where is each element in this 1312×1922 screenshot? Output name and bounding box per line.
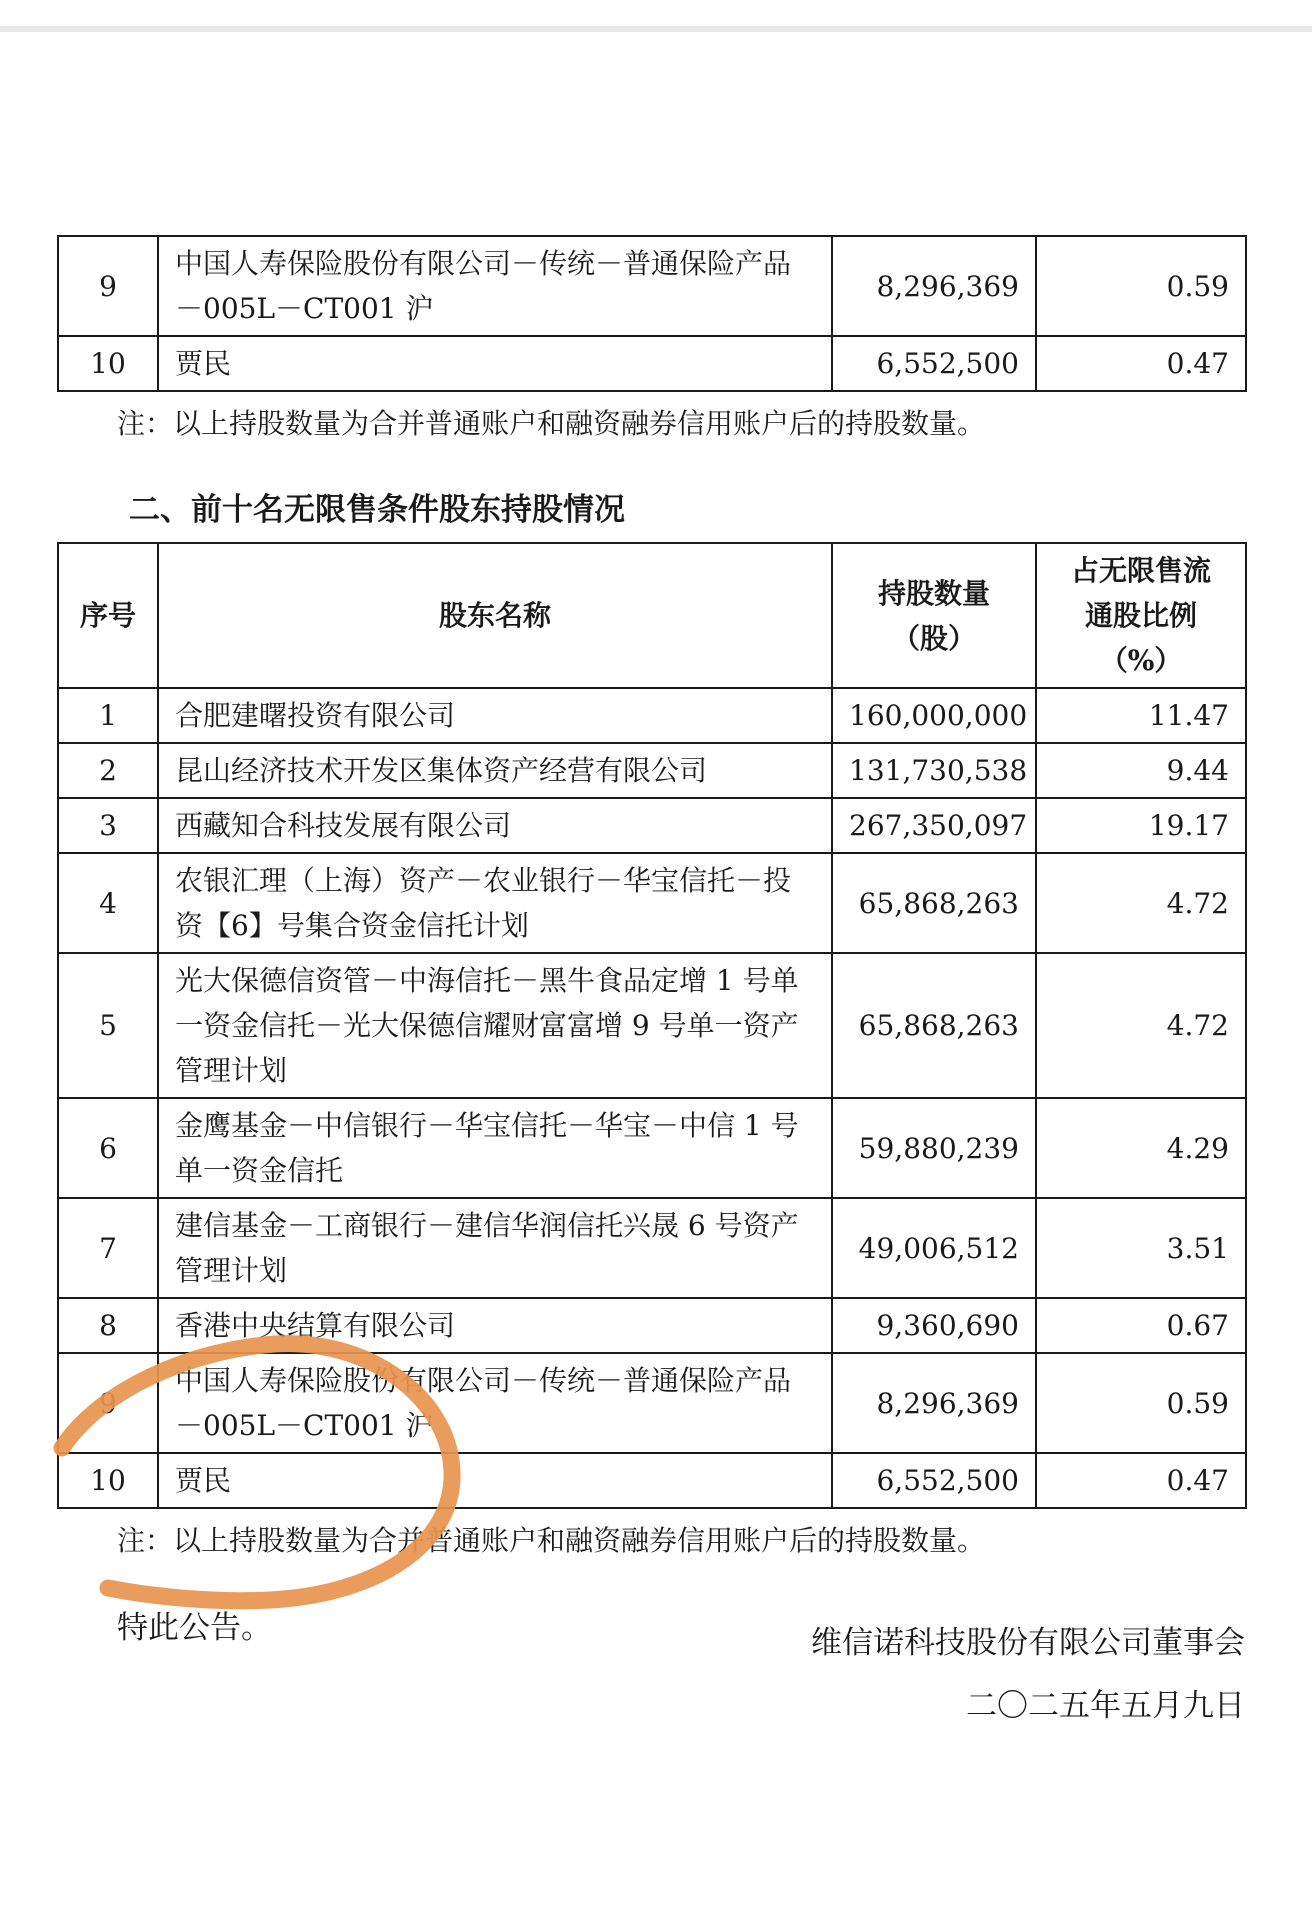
shareholder-name: 昆山经济技术开发区集体资产经营有限公司	[158, 743, 832, 798]
shareholder-name: 中国人寿保险股份有限公司－传统－普通保险产品－005L－CT001 沪	[158, 236, 832, 336]
share-ratio: 19.17	[1036, 798, 1246, 853]
row-number: 10	[58, 336, 158, 391]
row-number: 9	[58, 1353, 158, 1453]
row-number: 1	[58, 688, 158, 743]
shareholder-name: 金鹰基金－中信银行－华宝信托－华宝－中信 1 号单一资金信托	[158, 1098, 832, 1198]
share-ratio: 0.47	[1036, 336, 1246, 391]
share-ratio: 4.29	[1036, 1098, 1246, 1198]
share-count: 6,552,500	[832, 336, 1036, 391]
row-number: 3	[58, 798, 158, 853]
share-ratio: 4.72	[1036, 953, 1246, 1098]
shareholder-name: 西藏知合科技发展有限公司	[158, 798, 832, 853]
share-count: 8,296,369	[832, 236, 1036, 336]
shareholder-name: 建信基金－工商银行－建信华润信托兴晟 6 号资产管理计划	[158, 1198, 832, 1298]
share-ratio: 9.44	[1036, 743, 1246, 798]
share-count: 49,006,512	[832, 1198, 1036, 1298]
header-shares: 持股数量（股）	[832, 543, 1036, 688]
row-number: 2	[58, 743, 158, 798]
hand-drawn-circle-annotation	[40, 1330, 480, 1620]
share-count: 6,552,500	[832, 1453, 1036, 1508]
table-row	[58, 953, 1246, 1098]
row-number: 6	[58, 1098, 158, 1198]
share-ratio: 0.47	[1036, 1453, 1246, 1508]
header-name: 股东名称	[158, 543, 832, 688]
share-ratio: 3.51	[1036, 1198, 1246, 1298]
row-number: 9	[58, 236, 158, 336]
closing-statement: 特此公告。	[117, 1610, 272, 1646]
header-ratio: 占无限售流通股比例（%）	[1036, 543, 1246, 688]
share-ratio: 0.67	[1036, 1298, 1246, 1353]
share-count: 131,730,538	[832, 743, 1036, 798]
share-ratio: 11.47	[1036, 688, 1246, 743]
shareholder-name: 农银汇理（上海）资产－农业银行－华宝信托－投资【6】号集合资金信托计划	[158, 853, 832, 953]
table-row	[58, 853, 1246, 953]
top-bar	[0, 0, 1312, 32]
signature-company: 维信诺科技股份有限公司董事会	[811, 1625, 1245, 1661]
table-row	[58, 236, 1246, 336]
share-count: 267,350,097	[832, 798, 1036, 853]
row-number: 5	[58, 953, 158, 1098]
share-count: 65,868,263	[832, 853, 1036, 953]
table-row	[58, 1198, 1246, 1298]
table-row	[58, 743, 1246, 798]
signature-date: 二〇二五年五月九日	[966, 1688, 1245, 1724]
share-count: 8,296,369	[832, 1353, 1036, 1453]
shareholder-name: 中国人寿保险股份有限公司－传统－普通保险产品－005L－CT001 沪	[158, 1353, 832, 1453]
share-count: 9,360,690	[832, 1298, 1036, 1353]
section-title: 二、前十名无限售条件股东持股情况	[129, 492, 625, 528]
share-count: 65,868,263	[832, 953, 1036, 1098]
row-number: 10	[58, 1453, 158, 1508]
row-number: 4	[58, 853, 158, 953]
table-row	[58, 1098, 1246, 1198]
table-row	[58, 688, 1246, 743]
share-ratio: 4.72	[1036, 853, 1246, 953]
share-count: 160,000,000	[832, 688, 1036, 743]
shareholder-name: 贾民	[158, 336, 832, 391]
table-note: 注：以上持股数量为合并普通账户和融资融券信用账户后的持股数量。	[117, 407, 986, 440]
share-ratio: 0.59	[1036, 236, 1246, 336]
shareholders-table-continued	[57, 235, 1247, 392]
shareholder-name: 贾民	[158, 1453, 832, 1508]
shareholder-name: 光大保德信资管－中海信托－黑牛食品定增 1 号单一资金信托－光大保德信耀财富富增 9 号单一资产管理计划	[158, 953, 832, 1098]
table-row	[58, 336, 1246, 391]
header-number: 序号	[58, 543, 158, 688]
shareholder-name: 合肥建曙投资有限公司	[158, 688, 832, 743]
table-row	[58, 798, 1246, 853]
table-note: 注：以上持股数量为合并普通账户和融资融券信用账户后的持股数量。	[117, 1524, 986, 1557]
row-number: 7	[58, 1198, 158, 1298]
shareholder-name: 香港中央结算有限公司	[158, 1298, 832, 1353]
share-count: 59,880,239	[832, 1098, 1036, 1198]
row-number: 8	[58, 1298, 158, 1353]
table-header-row	[58, 543, 1246, 688]
share-ratio: 0.59	[1036, 1353, 1246, 1453]
